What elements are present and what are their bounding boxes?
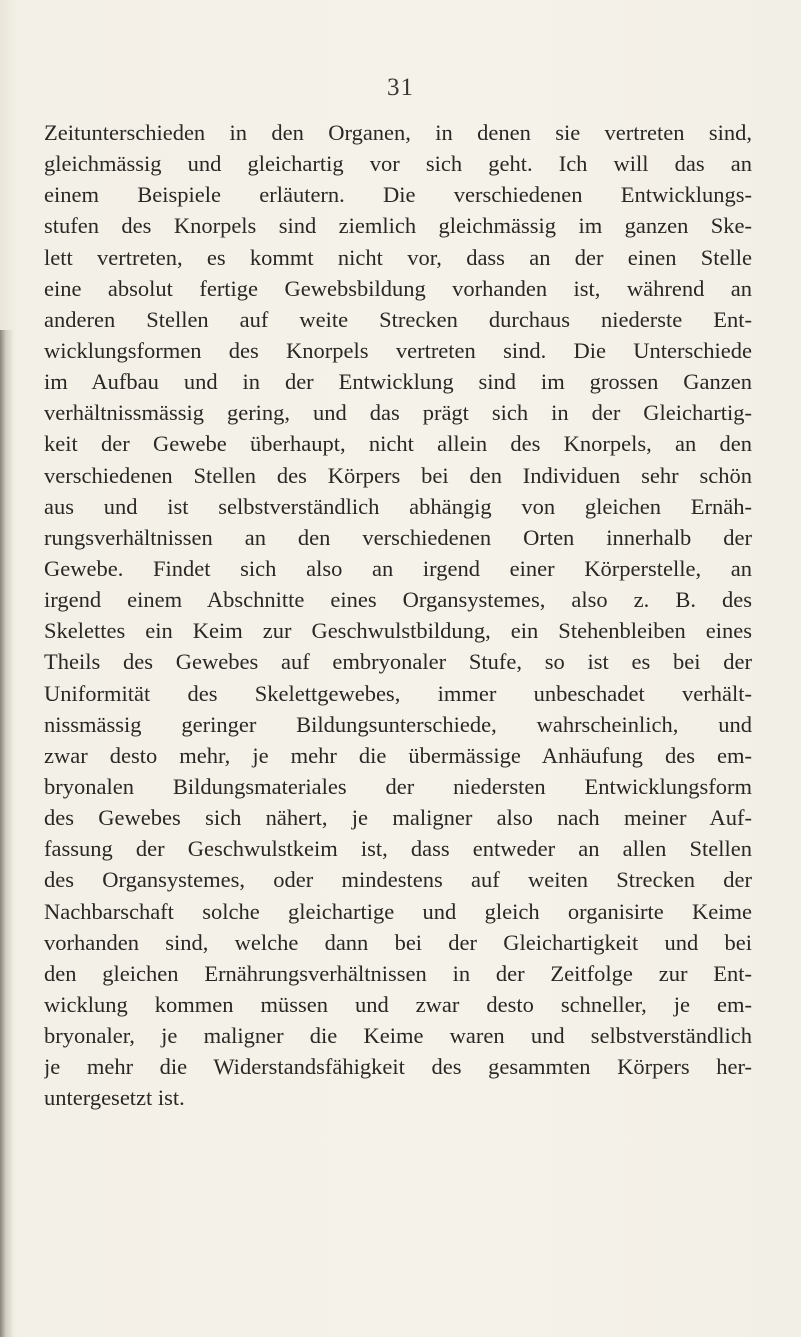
text-line: im Aufbau und in der Entwicklung sind im grossen Ganzen	[44, 369, 752, 395]
text-line: aus und ist selbstverständlich abhängig von gleichen Ernäh-	[44, 493, 752, 519]
text-line: eine absolut fertige Gewebsbildung vorhanden ist, während an	[44, 275, 752, 301]
text-line: wicklungsformen des Knorpels vertreten sind. Die Unterschiede	[44, 337, 752, 363]
body-text	[44, 117, 752, 1114]
text-line: lett vertreten, es kommt nicht vor, dass an der einen Stelle	[44, 244, 752, 270]
text-line: keit der Gewebe überhaupt, nicht allein des Knorpels, an den	[44, 431, 752, 457]
text-line: einem Beispiele erläutern. Die verschiedenen Entwicklungs-	[44, 182, 752, 208]
text-line: untergesetzt ist.	[44, 1085, 185, 1111]
text-line: bryonalen Bildungsmateriales der niedersten Entwicklungsform	[44, 773, 752, 799]
text-line: zwar desto mehr, je mehr die übermässige Anhäufung des em-	[44, 742, 752, 768]
text-line: nissmässig geringer Bildungsunterschiede, wahrscheinlich, und	[44, 711, 752, 737]
text-line: fassung der Geschwulstkeim ist, dass entweder an allen Stellen	[44, 836, 752, 862]
text-line: vorhanden sind, welche dann bei der Gleichartigkeit und bei	[44, 929, 752, 955]
text-line: verschiedenen Stellen des Körpers bei den Individuen sehr schön	[44, 462, 752, 488]
text-line: des Gewebes sich nähert, je maligner also nach meiner Auf-	[44, 805, 752, 831]
text-line: Skelettes ein Keim zur Geschwulstbildung, ein Stehenbleiben eines	[44, 618, 752, 644]
text-line: Nachbarschaft solche gleichartige und gleich organisirte Keime	[44, 898, 752, 924]
text-line: stufen des Knorpels sind ziemlich gleichmässig im ganzen Ske-	[44, 213, 752, 239]
text-line: Uniformität des Skelettgewebes, immer unbeschadet verhält-	[44, 680, 752, 706]
text-line: Gewebe. Findet sich also an irgend einer Körperstelle, an	[44, 555, 752, 581]
text-line: Theils des Gewebes auf embryonaler Stufe, so ist es bei der	[44, 649, 752, 675]
text-line: des Organsystemes, oder mindestens auf weiten Strecken der	[44, 867, 752, 893]
text-line: gleichmässig und gleichartig vor sich geht. Ich will das an	[44, 151, 752, 177]
text-line: anderen Stellen auf weite Strecken durchaus niederste Ent-	[44, 306, 752, 332]
page-number: 31	[387, 74, 414, 101]
text-line: verhältnissmässig gering, und das prägt sich in der Gleichartig-	[44, 400, 752, 426]
text-line: Zeitunterschieden in den Organen, in denen sie vertreten sind,	[44, 120, 752, 145]
text-line: je mehr die Widerstandsfähigkeit des gesammten Körpers her-	[44, 1054, 752, 1080]
text-line: bryonaler, je maligner die Keime waren und selbstverständlich	[44, 1023, 752, 1049]
binding-shadow	[0, 330, 14, 1337]
text-line: rungsverhältnissen an den verschiedenen Orten innerhalb der	[44, 524, 752, 550]
text-line: den gleichen Ernährungsverhältnissen in der Zeitfolge zur Ent-	[44, 960, 752, 986]
text-line: irgend einem Abschnitte eines Organsystemes, also z. B. des	[44, 587, 752, 613]
text-line: wicklung kommen müssen und zwar desto schneller, je em-	[44, 991, 752, 1017]
